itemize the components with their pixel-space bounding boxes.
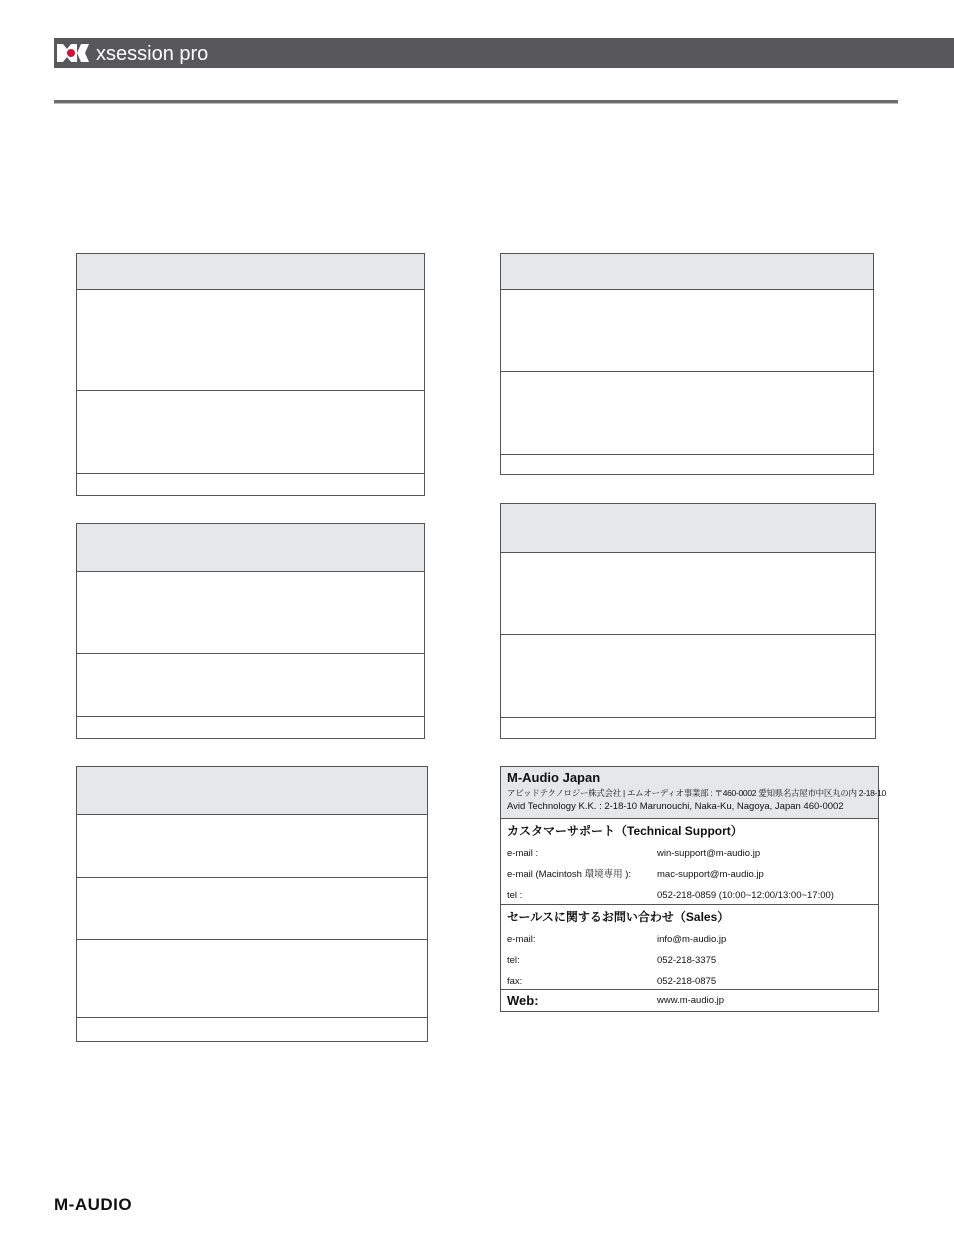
table-header-row	[501, 504, 875, 553]
sales-fax: 052-218-0875	[657, 976, 717, 987]
web-label: Web:	[507, 993, 539, 1008]
empty-table-left-2	[76, 523, 425, 739]
table-row	[501, 372, 873, 455]
table-row	[77, 1018, 427, 1041]
sales-title: セールスに関するお問い合わせ（Sales）	[507, 910, 730, 924]
support-phone: 052-218-0859 (10:00~12:00/13:00~17:00)	[657, 890, 834, 901]
table-header-row	[77, 254, 424, 290]
sales-row	[507, 929, 872, 950]
sales-email-link[interactable]: info@m-audio.jp	[657, 934, 727, 945]
table-row	[77, 474, 424, 495]
web-row	[501, 990, 878, 1012]
table-row	[77, 717, 424, 738]
support-section	[501, 819, 878, 905]
support-label: e-mail (Macintosh 環境専用 ):	[507, 869, 632, 880]
table-row	[77, 878, 427, 940]
sales-label: fax:	[507, 976, 523, 987]
m-audio-logo: M-AUDIO	[54, 1195, 133, 1214]
product-name: xsession pro	[96, 43, 209, 65]
support-email-link[interactable]: win-support@m-audio.jp	[657, 848, 761, 859]
support-label: e-mail :	[507, 848, 539, 859]
header-rule	[54, 100, 898, 104]
table-row	[77, 654, 424, 717]
sales-phone: 052-218-3375	[657, 955, 717, 966]
table-row	[501, 553, 875, 635]
table-row	[501, 290, 873, 372]
support-label: tel :	[507, 890, 523, 901]
sales-row	[507, 950, 872, 971]
company-name: M-Audio Japan	[507, 770, 601, 785]
contact-box-japan	[500, 766, 886, 1012]
table-header-row	[77, 524, 424, 572]
xsession-pro-logo	[54, 38, 274, 68]
sales-section	[501, 905, 878, 990]
address-english: Avid Technology K.K. : 2-18-10 Marunouchi, Naka-Ku, Nagoya, Japan 460-0002	[507, 801, 844, 812]
website-link[interactable]: www.m-audio.jp	[657, 995, 725, 1006]
contact-header	[501, 767, 886, 819]
table-row	[501, 455, 873, 474]
empty-table-right-1	[500, 253, 874, 475]
support-row	[507, 843, 872, 864]
empty-table-left-1	[76, 253, 425, 496]
table-header-row	[501, 254, 873, 290]
table-row	[501, 635, 875, 718]
table-row	[77, 940, 427, 1018]
table-row	[77, 572, 424, 654]
support-row	[507, 885, 872, 906]
sales-label: tel:	[507, 955, 520, 966]
sales-label: e-mail:	[507, 934, 536, 945]
sales-row	[507, 971, 872, 992]
table-row	[77, 290, 424, 391]
mac-support-email-link[interactable]: mac-support@m-audio.jp	[657, 869, 764, 880]
empty-table-right-2	[500, 503, 876, 739]
support-title: カスタマーサポート（Technical Support）	[507, 824, 743, 838]
header-bar	[54, 38, 954, 68]
table-header-row	[77, 767, 427, 815]
table-row	[77, 815, 427, 878]
table-row	[501, 718, 875, 738]
support-row	[507, 864, 872, 885]
address-japanese: アビッドテクノロジー株式会社 | エムオーディオ事業部 : 〒460-0002 愛知県名古屋市中区丸の内 2-18-10	[507, 788, 886, 798]
empty-table-left-3	[76, 766, 428, 1042]
table-row	[77, 391, 424, 474]
